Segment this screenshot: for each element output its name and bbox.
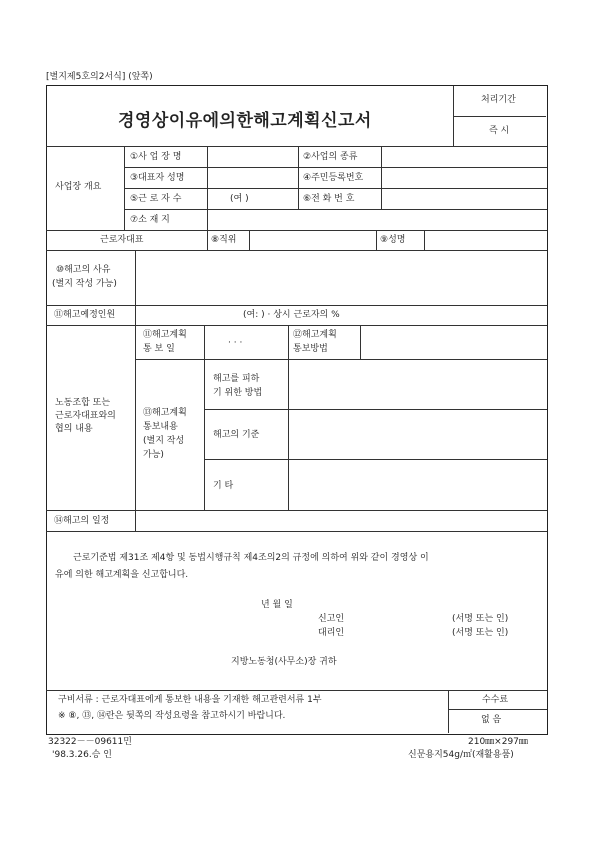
reason-note: (별지 작성 가능): [52, 279, 117, 289]
fee-label: 수수료: [482, 695, 509, 705]
paper-size: 210㎜×297㎜: [468, 737, 528, 747]
agent-sign: (서명 또는 인): [452, 628, 509, 638]
worker-rep-position-label: ⑧직위: [211, 235, 237, 245]
notice-method-label-2: 통보방법: [293, 344, 328, 354]
business-name-label: ①사 업 장 명: [130, 152, 182, 162]
business-type-label: ②사업의 종류: [303, 152, 358, 162]
content-label-4: 가능): [143, 450, 164, 460]
notice-date-value: · · ·: [228, 338, 243, 348]
fee-value: 없 음: [481, 715, 502, 725]
planned-value: (여: ) · 상시 근로자의 %: [243, 310, 340, 320]
criteria-label: 해고의 기준: [213, 430, 260, 440]
approval-date: '98.3.26.승 인: [52, 750, 112, 760]
worker-rep-name-label: ⑨성명: [380, 235, 406, 245]
processing-value: 즉 시: [489, 126, 510, 136]
notice-date-label-2: 통 보 일: [143, 344, 175, 354]
worker-rep-label: 근로자대표: [100, 235, 144, 245]
reporter-sign: (서명 또는 인): [452, 614, 509, 624]
representative-label: ③대표자 성명: [130, 173, 185, 183]
content-label-3: (별지 작성: [143, 436, 185, 446]
form-code: 32322－－09611민: [48, 737, 132, 747]
form-title: 경영상이유에의한해고계획신고서: [118, 111, 372, 131]
addressee: 지방노동청(사무소)장 귀하: [231, 657, 337, 667]
agent-label: 대리인: [318, 628, 345, 638]
other-label: 기 타: [213, 481, 234, 491]
declaration-line-2: 유에 의한 해고계획을 신고합니다.: [55, 570, 189, 580]
schedule-label: ⑭해고의 일정: [54, 516, 110, 526]
union-group-label-2: 근로자대표와의: [55, 411, 116, 421]
regno-label: ④주민등록번호: [303, 173, 364, 183]
reason-label: ⑩해고의 사유: [56, 265, 111, 275]
reporter-label: 신고인: [318, 614, 345, 624]
workers-value: (여 ): [230, 194, 249, 204]
required-docs: 구비서류 : 근로자대표에게 통보한 내용을 기재한 해고관련서류 1부: [58, 695, 322, 705]
content-label-2: 통보내용: [143, 422, 178, 432]
processing-label: 처리기간: [481, 95, 516, 105]
avoid-label-1: 해고를 피하: [213, 374, 260, 384]
union-group-label-3: 협의 내용: [55, 424, 93, 434]
form-label: [별지제5호의2서식] (앞쪽): [46, 72, 153, 82]
workers-label: ⑤근 로 자 수: [130, 194, 182, 204]
planned-label: ⑪해고예정인원: [54, 310, 116, 320]
avoid-label-2: 기 위한 방법: [213, 388, 263, 398]
address-label: ⑦소 재 지: [130, 215, 170, 225]
date-line: 년 월 일: [261, 600, 293, 610]
phone-label: ⑥전 화 번 호: [303, 194, 355, 204]
note-line: ※ ⑧, ⑬, ⑭란은 뒷쪽의 작성요령을 참고하시기 바랍니다.: [58, 711, 286, 721]
business-group-label: 사업장 개요: [55, 182, 102, 192]
paper-type: 신문용지54g/㎡(재활용품): [408, 750, 514, 760]
declaration-line-1: 근로기준법 제31조 제4항 및 동법시행규칙 제4조의2의 규정에 의하여 위와 같이 경영상 이: [73, 553, 429, 563]
notice-date-label-1: ⑪해고계획: [143, 330, 187, 340]
union-group-label-1: 노동조합 또는: [55, 398, 111, 408]
content-label-1: ⑬해고계획: [143, 408, 187, 418]
notice-method-label-1: ⑫해고계획: [293, 330, 337, 340]
